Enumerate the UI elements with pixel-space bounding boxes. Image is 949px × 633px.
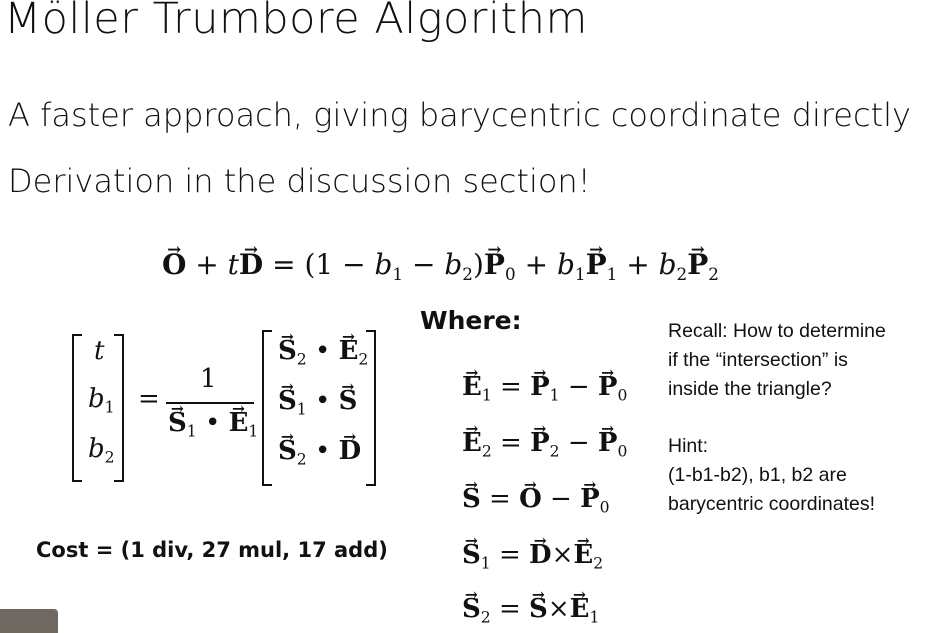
recall-note bbox=[668, 317, 886, 404]
def-e2: → $E_2$ = → $P_2$ − → $P_0$ bbox=[462, 428, 627, 460]
hint-line: barycentric coordinates! bbox=[668, 493, 876, 515]
def-s: → S = → O − → $P_0$ bbox=[462, 484, 610, 516]
slide-title: Möller Trumbore Algorithm bbox=[4, 0, 588, 44]
ray-triangle-equation: → $O + t\to D = (1 - b_1 - b_2)\to P_0 + b_1\to P_1 + b_2\to P_2$ bbox=[162, 248, 719, 284]
recall-line: inside the triangle? bbox=[668, 378, 832, 400]
bullet-faster-approach: A faster approach, giving barycentric coordinate directly bbox=[8, 96, 911, 134]
def-e1: → $E_1$ = → $P_1$ − → $P_0$ bbox=[462, 372, 627, 404]
cost-label: Cost = (1 div, 27 mul, 17 add) bbox=[36, 538, 388, 562]
recall-line: Recall: How to determine bbox=[668, 320, 886, 342]
corner-overlay bbox=[0, 609, 58, 633]
hint-line: (1-b1-b2), b1, b2 are bbox=[668, 464, 847, 486]
where-label: Where: bbox=[420, 306, 522, 335]
bullet-derivation: Derivation in the discussion section! bbox=[8, 162, 591, 200]
matrix-solution-equation: t $b_1$ $b_2$ = 1 → $S_1$ • → $E_1$ → $S_2$ • → $E_2$ → $S_1$ • → S → $S_2$ • → D bbox=[68, 326, 388, 486]
recall-line: if the “intersection” is bbox=[668, 349, 848, 371]
hint-note bbox=[668, 432, 875, 519]
hint-line: Hint: bbox=[668, 435, 709, 457]
def-s1: → $S_1$ = → $D\times\to E_2$ bbox=[462, 540, 603, 572]
def-s2: → $S_2$ = → $S\times\to E_1$ bbox=[462, 594, 599, 626]
